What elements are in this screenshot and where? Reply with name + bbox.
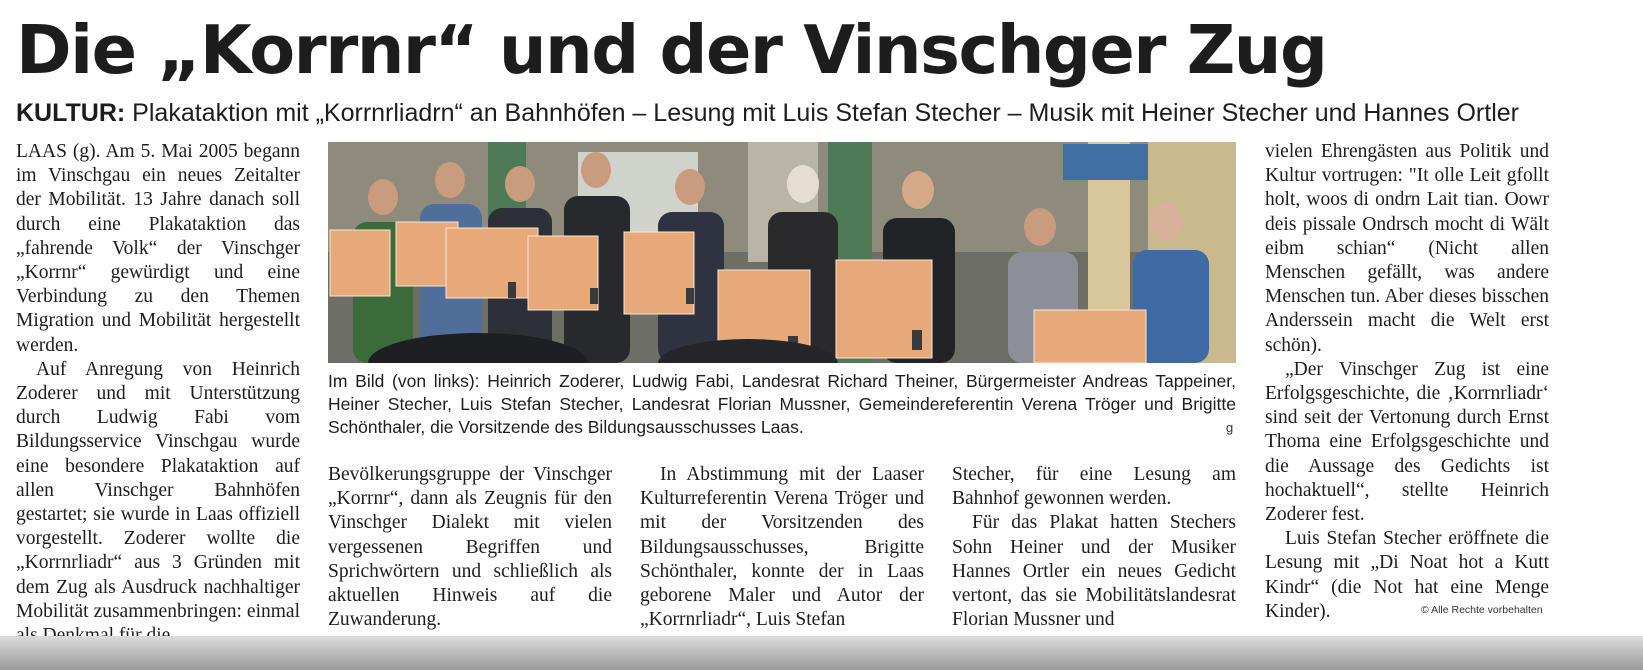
paragraph: Luis Stefan Stecher eröffnete die Lesung mit „Di Noat hot a Kutt Kindr“ (die Not hat eine Menge Kinder). — [1265, 528, 1549, 622]
paragraph: „Der Vinschger Zug ist eine Erfolgsgeschichte, die ‚Korrnrliadr‘ sind seit der Vertonung durch Ernst Thoma eine Erfolgsgeschichte und die Aussage des Gedichts ist hochaktuell“, stellte Heinrich Zoderer fest. — [1265, 358, 1549, 526]
paragraph: vielen Ehrengästen aus Politik und Kultur vortrugen: "It olle Leit gfollt holt, woos di ondrn Lait tian. Oowr deis pissale Ondrsch mocht di Wält eibm schian“ (Nicht allen Menschen gefällt, was andere Menschen tun. Aber dieses bisschen Anderssein macht die Welt erst schön). — [1265, 141, 1549, 356]
photo-credit: g — [1226, 420, 1234, 435]
section-kicker: KULTUR: — [16, 99, 126, 127]
subheadline — [16, 96, 1519, 130]
text-column-2 — [328, 463, 612, 632]
headline: Die „Korrnr“ und der Vinschger Zug — [16, 11, 1327, 89]
text-column-4 — [952, 463, 1236, 632]
text-column-5 — [1265, 140, 1549, 624]
photo-caption: Im Bild (von links): Heinrich Zoderer, Ludwig Fabi, Landesrat Richard Theiner, Bürgermeister Andreas Tappeiner, Heiner Stecher, Luis Stefan Stecher, Landesrat Florian Mussner, Gemeindereferentin Verena Tröger und Brigitte Schönthaler, die Vorsitzende des Bildungsausschusses Laas. — [328, 371, 1236, 437]
page-bottom-edge — [0, 636, 1643, 670]
article-photo — [328, 142, 1236, 363]
copyright-notice: © Alle Rechte vorbehalten — [1421, 604, 1543, 616]
group-photo-illustration — [328, 142, 1236, 363]
paragraph: Für das Plakat hatten Stechers Sohn Heiner und der Musiker Hannes Ortler ein neues Gedicht vertont, das sie Mobilitätslandesrat Florian Mussner und — [952, 512, 1236, 631]
paragraph: In Abstimmung mit der Laaser Kulturreferentin Verena Tröger und mit der Vorsitzenden des Bildungsausschusses, Brigitte Schönthaler, konnte der in Laas geborene Maler und Autor der „Korrnrliadr“, Luis Stefan — [640, 464, 924, 631]
subheadline-text: Plakataktion mit „Korrnrliadrn“ an Bahnhöfen – Lesung mit Luis Stefan Stecher – Musik mit Heiner Stecher und Hannes Ortler — [125, 99, 1519, 127]
paragraph: Bevölkerungsgruppe der Vinschger „Korrnr“, dann als Zeugnis für den Vinschger Dialekt mit vielen vergessenen Begriffen und Sprichwörtern und schließlich als aktuellen Hinweis auf die Zuwanderung. — [328, 464, 612, 631]
text-column-1 — [16, 140, 300, 648]
paragraph: Stecher, für eine Lesung am Bahnhof gewonnen werden. — [952, 464, 1236, 510]
paragraph: Auf Anregung von Heinrich Zoderer und mit Unterstützung durch Ludwig Fabi vom Bildungsservice Vinschgau wurde eine besondere Plakataktion auf allen Vinschger Bahnhöfen gestartet; sie wurde in Laas offiziell vorgestellt. Zoderer wollte die „Korrnrliadr“ aus 3 Gründen mit dem Zug als Ausdruck nachhaltiger Mobilität zusammenbringen: einmal — [16, 358, 300, 622]
text-column-3 — [640, 463, 924, 632]
paragraph: LAAS (g). Am 5. Mai 2005 begann im Vinschgau ein neues Zeitalter der Mobilität. 13 Jahre danach soll durch eine Plakataktion das „fahrende Volk“ der Vinschger „Korrnr“ gewürdigt und eine Verbindung zu den Themen Migration und Mobilität hergestellt werden. — [16, 141, 300, 356]
